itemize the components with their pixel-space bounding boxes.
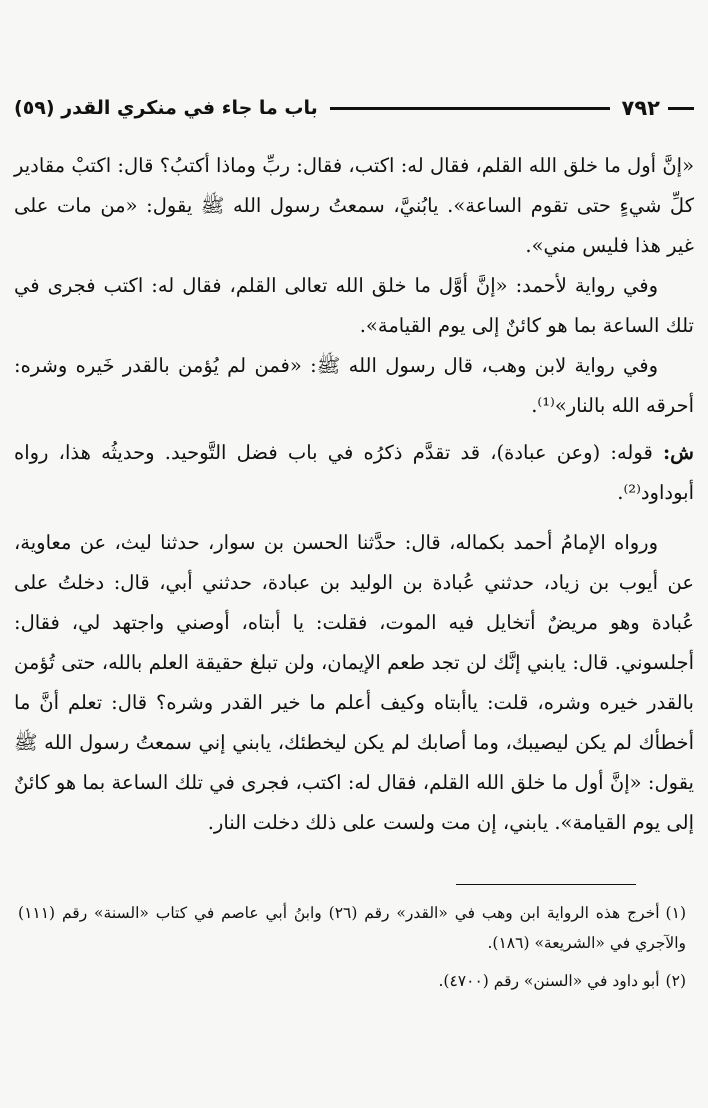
header-dash: [668, 107, 694, 110]
footnote-2-text: أبو داود في «السنن» رقم (٤٧٠٠).: [438, 972, 660, 990]
footnote-1-number: (١): [665, 904, 686, 922]
footnote-separator: [456, 884, 636, 885]
ahmad-full-narration-block: [14, 523, 694, 843]
chapter-title: باب ما جاء في منكري القدر (٥٩): [14, 97, 318, 119]
footnote-1-text: أخرج هذه الرواية ابن وهب في «القدر» رقم (٢٦) وابنُ أبي عاصم في كتاب «السنة» رقم (١١١) والآجري في «الشريعة» (١٨٦).: [18, 904, 686, 952]
commentary-block: [14, 433, 694, 513]
commentary-marker: ش:: [662, 441, 694, 464]
commentary-text: قوله: (وعن عبادة)، قد تقدَّم ذكرُه في باب فضل التَّوحيد. وحديثُه هذا، رواه أبوداود⁽²⁾.: [14, 441, 694, 504]
running-header: [14, 90, 694, 126]
ahmad-narration: وفي رواية لأحمد: «إنَّ أوَّل ما خلق الله تعالى القلم، فقال له: اكتب فجرى في تلك الساعة بما هو كائنٌ إلى يوم القيامة».: [14, 274, 694, 337]
footnote-2: [18, 966, 686, 996]
page-number: ٧٩٢: [621, 96, 660, 120]
commentary-paragraph: [14, 433, 694, 513]
footnote-2-number: (٢): [665, 972, 686, 990]
hadith-paragraph: «إنَّ أول ما خلق الله القلم، فقال له: اكتب، فقال: ربِّ وماذا أكتبُ؟ قال: اكتبْ مقادير كلِّ شيءٍ حتى تقوم الساعة». يابُنيَّ، سمعتُ رسول الله ﷺ يقول: «من مات على غير هذا فليس مني».: [14, 154, 694, 257]
footnote-1: [18, 898, 686, 958]
footnotes: [18, 898, 686, 1004]
ahmad-full-narration: ورواه الإمامُ أحمد بكماله، قال: حدَّثنا الحسن بن سوار، حدثنا ليث، عن معاوية، عن أيوب بن زياد، حدثني عُبادة بن الوليد بن عبادة، حدثني أبي، قال: دخلتُ على عُبادة وهو مريضٌ أتخايل فيه الموت، فقلت: يا أبتاه، أوصني واجتهد لي، فقال: أجلسوني. قال: يابني إنَّك لن تجد طعم الإيمان، ولن تبلغ حقيقة العلم بالله، حتى تُؤمن بالقدر خيره وشره، قلت: ياأبتاه وكيف أعلم ما خير القدر وشره؟ قال: تعلم أنَّ ما أخطأك لم يكن ليصيبك، وما أصابك لم يكن ليخطئك، يابني إني سمعتُ رسول الله ﷺ يقول: «إنَّ أول ما خلق الله القلم، فقال له: اكتب، فجرى في تلك الساعة بما هو كائنٌ إلى يوم القيامة». يابني، إن مت ولست على ذلك دخلت النار.: [14, 531, 694, 834]
ibn-wahb-narration: وفي رواية لابن وهب، قال رسول الله ﷺ: «فمن لم يُؤمن بالقدر خَيره وشره: أحرقه الله بالنار»⁽¹⁾.: [14, 354, 694, 417]
header-rule: [330, 107, 610, 110]
hadith-block: [14, 146, 694, 426]
